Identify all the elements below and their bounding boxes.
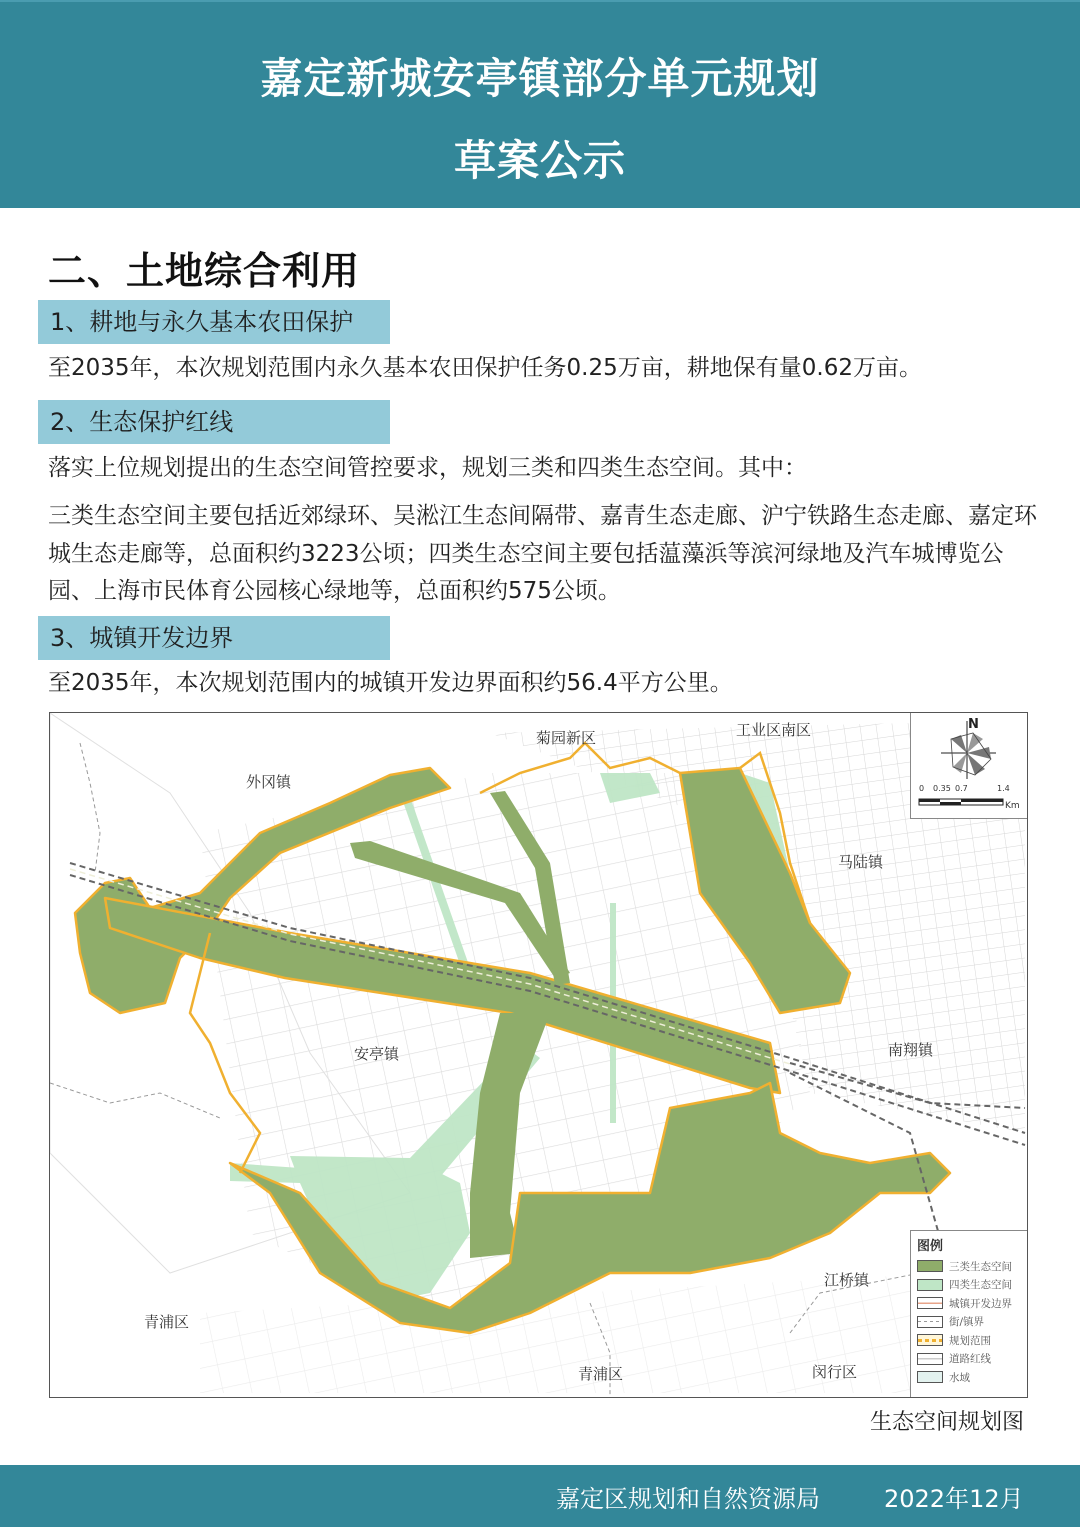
section-title: 二、土地综合利用 <box>48 249 361 293</box>
map-label-qingpu-west: 青浦区 <box>144 1313 190 1331</box>
legend-title: 图例 <box>917 1239 944 1254</box>
map-caption: 生态空间规划图 <box>869 1410 1024 1435</box>
scale-tick-3: 1.4 <box>997 784 1010 793</box>
legend-item-district-line <box>917 1313 1028 1332</box>
map-label-qingpu-south: 青浦区 <box>578 1365 624 1383</box>
scale-tick-0: 0 <box>919 784 925 793</box>
paragraph-urban-boundary: 至2035年，本次规划范围内的城镇开发边界面积约56.4平方公里。 <box>48 670 733 696</box>
footer-date: 2022年12月 <box>884 1485 1024 1513</box>
scale-tick-1: 0.35 <box>933 784 951 793</box>
map-label-minhang: 闵行区 <box>812 1363 858 1381</box>
legend-label: 街/镇界 <box>949 1316 985 1329</box>
legend-swatch-planning-boundary <box>917 1334 943 1346</box>
footer-organization: 嘉定区规划和自然资源局 <box>556 1485 820 1513</box>
map-label-juyuan: 菊园新区 <box>536 729 597 747</box>
legend-label: 规划范围 <box>949 1334 991 1347</box>
north-label: N <box>968 717 979 732</box>
legend-item-planning-boundary <box>917 1331 1028 1350</box>
compass-scale-box <box>910 713 1028 819</box>
legend-swatch-road <box>917 1353 943 1365</box>
legend-item-eco-class4 <box>917 1276 1028 1295</box>
legend-swatch-urban-boundary <box>917 1297 943 1309</box>
map-label-waigang: 外冈镇 <box>246 773 292 791</box>
legend-swatch-water <box>917 1371 943 1383</box>
legend-item-road <box>917 1350 1028 1369</box>
legend-item-urban-boundary <box>917 1294 1028 1313</box>
map-label-malu: 马陆镇 <box>838 853 884 871</box>
paragraph-farmland: 至2035年，本次规划范围内永久基本农田保护任务0.25万亩，耕地保有量0.62万亩。 <box>48 355 922 381</box>
legend-swatch-eco-class4 <box>917 1279 943 1291</box>
legend-label: 道路红线 <box>949 1353 991 1366</box>
eco-space-map <box>49 712 1028 1398</box>
subsection-heading-farmland: 1、耕地与永久基本农田保护 <box>38 300 390 344</box>
legend-swatch-eco-class3 <box>917 1260 943 1272</box>
map-graphic <box>50 713 1028 1398</box>
map-legend <box>910 1230 1028 1398</box>
legend-label: 水域 <box>949 1371 970 1384</box>
map-label-nanxiang: 南翔镇 <box>888 1041 934 1059</box>
map-label-anting: 安亭镇 <box>354 1045 400 1063</box>
subsection-heading-eco-redline: 2、生态保护红线 <box>38 400 390 444</box>
page-footer <box>0 1465 1080 1527</box>
scale-unit: Km <box>1005 801 1020 811</box>
page-title-line1: 嘉定新城安亭镇部分单元规划 <box>260 54 820 103</box>
page-header <box>0 0 1080 208</box>
paragraph-eco-detail: 三类生态空间主要包括近郊绿环、吴淞江生态间隔带、嘉青生态走廊、沪宁铁路生态走廊、嘉定环城生态走廊等，总面积约3223公顷；四类生态空间主要包括蕰藻浜等滨河绿地及汽车城博览公园、上海市民体育公园核心绿地等，总面积约575公顷。 <box>48 503 1037 604</box>
map-label-jiangqiao: 江桥镇 <box>824 1271 870 1289</box>
legend-item-eco-class3 <box>917 1257 1028 1276</box>
scale-tick-2: 0.7 <box>955 784 968 793</box>
legend-swatch-district-line <box>917 1316 943 1328</box>
page-title-line2: 草案公示 <box>453 136 626 185</box>
legend-label: 三类生态空间 <box>949 1260 1012 1273</box>
paragraph-eco-intro: 落实上位规划提出的生态空间管控要求，规划三类和四类生态空间。其中： <box>48 455 807 481</box>
legend-item-water <box>917 1368 1028 1387</box>
subsection-heading-urban-boundary: 3、城镇开发边界 <box>38 616 390 660</box>
legend-label: 四类生态空间 <box>949 1279 1012 1292</box>
map-label-industrial-south: 工业区南区 <box>736 721 812 739</box>
legend-label: 城镇开发边界 <box>949 1297 1012 1310</box>
